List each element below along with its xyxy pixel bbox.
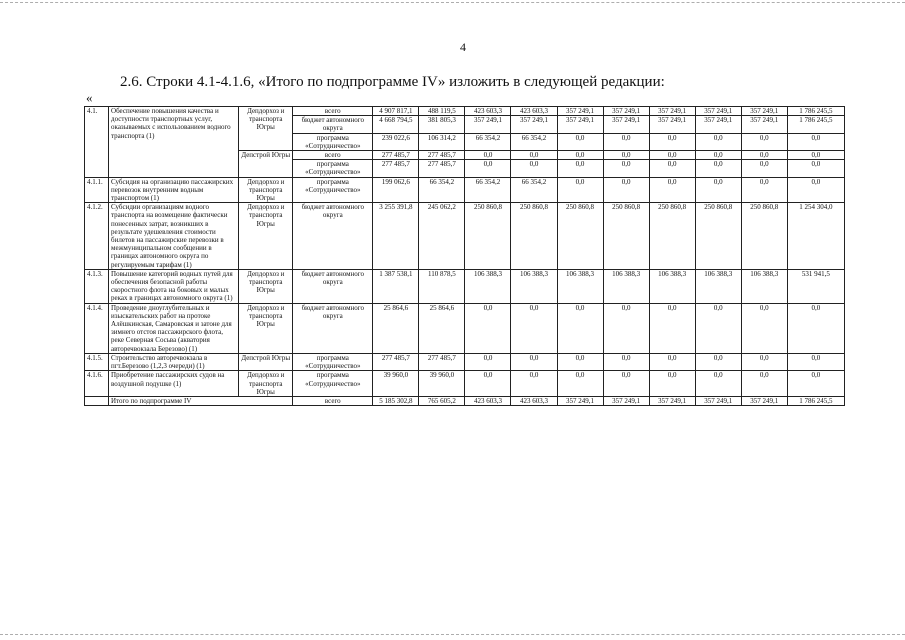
amount-cell: 357 249,1 xyxy=(741,107,787,116)
amount-cell: 66 354,2 xyxy=(465,133,511,150)
executor: Депстрой Югры xyxy=(239,353,293,370)
amount-cell: 106 388,3 xyxy=(603,269,649,303)
row-number: 4.1.6. xyxy=(85,371,109,397)
amount-cell: 106 314,2 xyxy=(419,133,465,150)
amount-cell: 277 485,7 xyxy=(419,151,465,160)
measure-name: Строительство авторечвокзала в пгт.Березово (1,2,3 очереди) (1) xyxy=(109,353,239,370)
amount-cell: 357 249,1 xyxy=(557,107,603,116)
amount-cell: 39 960,0 xyxy=(373,371,419,397)
scan-edge-bottom xyxy=(0,634,905,635)
amount-cell: 0,0 xyxy=(649,353,695,370)
amount-cell: 488 119,5 xyxy=(419,107,465,116)
measure-name: Проведение дноуглубительных и изыскательских работ на протоке Алёшкинская, Самаровская и затоне для зимнего отстоя пассажирского флота, реке Северная Сосьва (акватория авторечвокзала Березово) (1) xyxy=(109,303,239,353)
executor: Депстрой Югры xyxy=(239,151,293,178)
amount-cell: 357 249,1 xyxy=(649,116,695,133)
amount-cell: 531 941,5 xyxy=(787,269,844,303)
amount-cell: 250 860,8 xyxy=(695,203,741,270)
amount-cell: 66 354,2 xyxy=(511,133,557,150)
amount-cell: 239 022,6 xyxy=(373,133,419,150)
amount-cell: 199 062,6 xyxy=(373,177,419,203)
amount-cell: 0,0 xyxy=(557,371,603,397)
measure-name: Обеспечение повышения качества и доступности транспортных услуг, оказываемых с использованием водного транспорта (1) xyxy=(109,107,239,178)
amount-cell: 381 805,3 xyxy=(419,116,465,133)
amount-cell: 0,0 xyxy=(603,151,649,160)
amount-cell: 106 388,3 xyxy=(695,269,741,303)
total-amount-cell: 5 185 302,8 xyxy=(373,396,419,405)
amount-cell: 66 354,2 xyxy=(419,177,465,203)
amount-cell: 0,0 xyxy=(511,160,557,177)
measure-name: Субсидия на организацию пассажирских перевозок внутренним водным транспортом (1) xyxy=(109,177,239,203)
amount-cell: 0,0 xyxy=(465,151,511,160)
amount-cell: 0,0 xyxy=(695,160,741,177)
amount-cell: 277 485,7 xyxy=(373,160,419,177)
amount-cell: 25 864,6 xyxy=(419,303,465,353)
amount-cell: 0,0 xyxy=(695,353,741,370)
total-amount-cell: 423 603,3 xyxy=(511,396,557,405)
funding-source: программа «Сотрудничество» xyxy=(293,160,373,177)
total-amount-cell: 765 605,2 xyxy=(419,396,465,405)
funding-source: бюджет автономного округа xyxy=(293,269,373,303)
row-number: 4.1. xyxy=(85,107,109,178)
amount-cell: 0,0 xyxy=(557,151,603,160)
amount-cell: 357 249,1 xyxy=(741,116,787,133)
amount-cell: 0,0 xyxy=(603,177,649,203)
amount-cell: 66 354,2 xyxy=(465,177,511,203)
amount-cell: 1 786 245,5 xyxy=(787,116,844,133)
amount-cell: 0,0 xyxy=(787,177,844,203)
table-row xyxy=(85,203,845,270)
amount-cell: 106 388,3 xyxy=(465,269,511,303)
executor: Депдорхоз и транспорта Югры xyxy=(239,177,293,203)
amount-cell: 277 485,7 xyxy=(373,353,419,370)
total-source: всего xyxy=(293,396,373,405)
total-amount-cell: 357 249,1 xyxy=(695,396,741,405)
amount-cell: 0,0 xyxy=(695,177,741,203)
amount-cell: 0,0 xyxy=(557,353,603,370)
amount-cell: 1 254 304,0 xyxy=(787,203,844,270)
amount-cell: 0,0 xyxy=(557,133,603,150)
total-amount-cell: 357 249,1 xyxy=(557,396,603,405)
amount-cell: 0,0 xyxy=(511,151,557,160)
amount-cell: 0,0 xyxy=(741,151,787,160)
amount-cell: 357 249,1 xyxy=(695,107,741,116)
amount-cell: 1 387 538,1 xyxy=(373,269,419,303)
amount-cell: 0,0 xyxy=(741,160,787,177)
opening-quote-mark: « xyxy=(86,90,93,105)
amount-cell: 0,0 xyxy=(465,371,511,397)
amount-cell: 245 062,2 xyxy=(419,203,465,270)
funding-source: бюджет автономного округа xyxy=(293,203,373,270)
amount-cell: 0,0 xyxy=(649,303,695,353)
amount-cell: 357 249,1 xyxy=(465,116,511,133)
funding-source: программа «Сотрудничество» xyxy=(293,177,373,203)
total-amount-cell: 357 249,1 xyxy=(741,396,787,405)
total-amount-cell: 1 786 245,5 xyxy=(787,396,844,405)
funding-source: программа «Сотрудничество» xyxy=(293,371,373,397)
row-number: 4.1.4. xyxy=(85,303,109,353)
amount-cell: 0,0 xyxy=(741,353,787,370)
amount-cell: 0,0 xyxy=(695,371,741,397)
amount-cell: 0,0 xyxy=(465,160,511,177)
amount-cell: 4 668 794,5 xyxy=(373,116,419,133)
amount-cell: 357 249,1 xyxy=(603,116,649,133)
amount-cell: 357 249,1 xyxy=(695,116,741,133)
amount-cell: 0,0 xyxy=(603,303,649,353)
funding-source: всего xyxy=(293,151,373,160)
budget-table xyxy=(84,106,845,406)
amount-cell: 106 388,3 xyxy=(741,269,787,303)
amount-cell: 3 255 391,8 xyxy=(373,203,419,270)
amount-cell: 0,0 xyxy=(787,371,844,397)
amount-cell: 357 249,1 xyxy=(511,116,557,133)
row-number: 4.1.3. xyxy=(85,269,109,303)
amount-cell: 0,0 xyxy=(603,160,649,177)
amount-cell: 110 878,5 xyxy=(419,269,465,303)
amount-cell: 0,0 xyxy=(695,133,741,150)
amount-cell: 106 388,3 xyxy=(557,269,603,303)
scan-edge-top xyxy=(0,2,905,3)
table-row xyxy=(85,177,845,203)
amount-cell: 0,0 xyxy=(465,303,511,353)
amount-cell: 0,0 xyxy=(465,353,511,370)
amount-cell: 0,0 xyxy=(511,371,557,397)
amount-cell: 0,0 xyxy=(695,303,741,353)
row-number: 4.1.1. xyxy=(85,177,109,203)
total-label: Итого по подпрограмме IV xyxy=(109,396,293,405)
amount-cell: 0,0 xyxy=(741,371,787,397)
funding-source: программа «Сотрудничество» xyxy=(293,353,373,370)
amount-cell: 0,0 xyxy=(695,151,741,160)
total-amount-cell: 423 603,3 xyxy=(465,396,511,405)
amount-cell: 0,0 xyxy=(649,160,695,177)
amount-cell: 0,0 xyxy=(787,353,844,370)
row-number: 4.1.5. xyxy=(85,353,109,370)
amount-cell: 277 485,7 xyxy=(419,353,465,370)
total-number-cell xyxy=(85,396,109,405)
amount-cell: 277 485,7 xyxy=(419,160,465,177)
amount-cell: 0,0 xyxy=(557,303,603,353)
amount-cell: 357 249,1 xyxy=(557,116,603,133)
amount-cell: 0,0 xyxy=(603,353,649,370)
amount-cell: 106 388,3 xyxy=(649,269,695,303)
amount-cell: 0,0 xyxy=(741,177,787,203)
executor: Депдорхоз и транспорта Югры xyxy=(239,107,293,151)
table-row xyxy=(85,303,845,353)
total-row xyxy=(85,396,845,405)
total-amount-cell: 357 249,1 xyxy=(649,396,695,405)
amount-cell: 0,0 xyxy=(649,133,695,150)
amount-cell: 0,0 xyxy=(787,160,844,177)
table-row xyxy=(85,107,845,116)
amount-cell: 423 603,3 xyxy=(511,107,557,116)
measure-name: Приобретение пассажирских судов на воздушной подушке (1) xyxy=(109,371,239,397)
amount-cell: 4 907 817,1 xyxy=(373,107,419,116)
table-row xyxy=(85,353,845,370)
amount-cell: 250 860,8 xyxy=(557,203,603,270)
measure-name: Субсидии организациям водного транспорта на возмещение фактически понесенных затрат, возникших в результате удешевления стоимости билетов на пассажирские перевозки в межмуниципальном сообщении в границах автономного округа по регулируемым тарифам (1) xyxy=(109,203,239,270)
amount-cell: 0,0 xyxy=(603,133,649,150)
total-amount-cell: 357 249,1 xyxy=(603,396,649,405)
amount-cell: 39 960,0 xyxy=(419,371,465,397)
amount-cell: 357 249,1 xyxy=(603,107,649,116)
amount-cell: 250 860,8 xyxy=(741,203,787,270)
funding-source: всего xyxy=(293,107,373,116)
amount-cell: 0,0 xyxy=(511,353,557,370)
amount-cell: 0,0 xyxy=(649,151,695,160)
executor: Депдорхоз и транспорта Югры xyxy=(239,203,293,270)
measure-name: Повышение категорий водных путей для обеспечения безопасной работы скоростного флота на боковых и малых реках в границах автономного округа (1) xyxy=(109,269,239,303)
amount-cell: 25 864,6 xyxy=(373,303,419,353)
amount-cell: 0,0 xyxy=(787,133,844,150)
amount-cell: 0,0 xyxy=(741,303,787,353)
amount-cell: 0,0 xyxy=(787,303,844,353)
amount-cell: 277 485,7 xyxy=(373,151,419,160)
funding-source: бюджет автономного округа xyxy=(293,116,373,133)
amount-cell: 0,0 xyxy=(649,177,695,203)
executor: Депдорхоз и транспорта Югры xyxy=(239,269,293,303)
row-number: 4.1.2. xyxy=(85,203,109,270)
table-row xyxy=(85,269,845,303)
amount-cell: 250 860,8 xyxy=(649,203,695,270)
amount-cell: 1 786 245,5 xyxy=(787,107,844,116)
funding-source: программа «Сотрудничество» xyxy=(293,133,373,150)
amount-cell: 357 249,1 xyxy=(649,107,695,116)
amount-cell: 0,0 xyxy=(557,177,603,203)
funding-source: бюджет автономного округа xyxy=(293,303,373,353)
executor: Депдорхоз и транспорта Югры xyxy=(239,303,293,353)
amount-cell: 66 354,2 xyxy=(511,177,557,203)
amount-cell: 0,0 xyxy=(557,160,603,177)
amount-cell: 106 388,3 xyxy=(511,269,557,303)
amount-cell: 250 860,8 xyxy=(511,203,557,270)
amount-cell: 0,0 xyxy=(741,133,787,150)
amount-cell: 0,0 xyxy=(787,151,844,160)
amount-cell: 250 860,8 xyxy=(465,203,511,270)
table-row xyxy=(85,371,845,397)
amount-cell: 0,0 xyxy=(649,371,695,397)
amount-cell: 0,0 xyxy=(603,371,649,397)
amount-cell: 250 860,8 xyxy=(603,203,649,270)
section-heading: 2.6. Строки 4.1-4.1.6, «Итого по подпрограмме IV» изложить в следующей редакции: xyxy=(120,74,665,90)
page-number: 4 xyxy=(460,40,466,54)
amount-cell: 0,0 xyxy=(511,303,557,353)
amount-cell: 423 603,3 xyxy=(465,107,511,116)
executor: Депдорхоз и транспорта Югры xyxy=(239,371,293,397)
